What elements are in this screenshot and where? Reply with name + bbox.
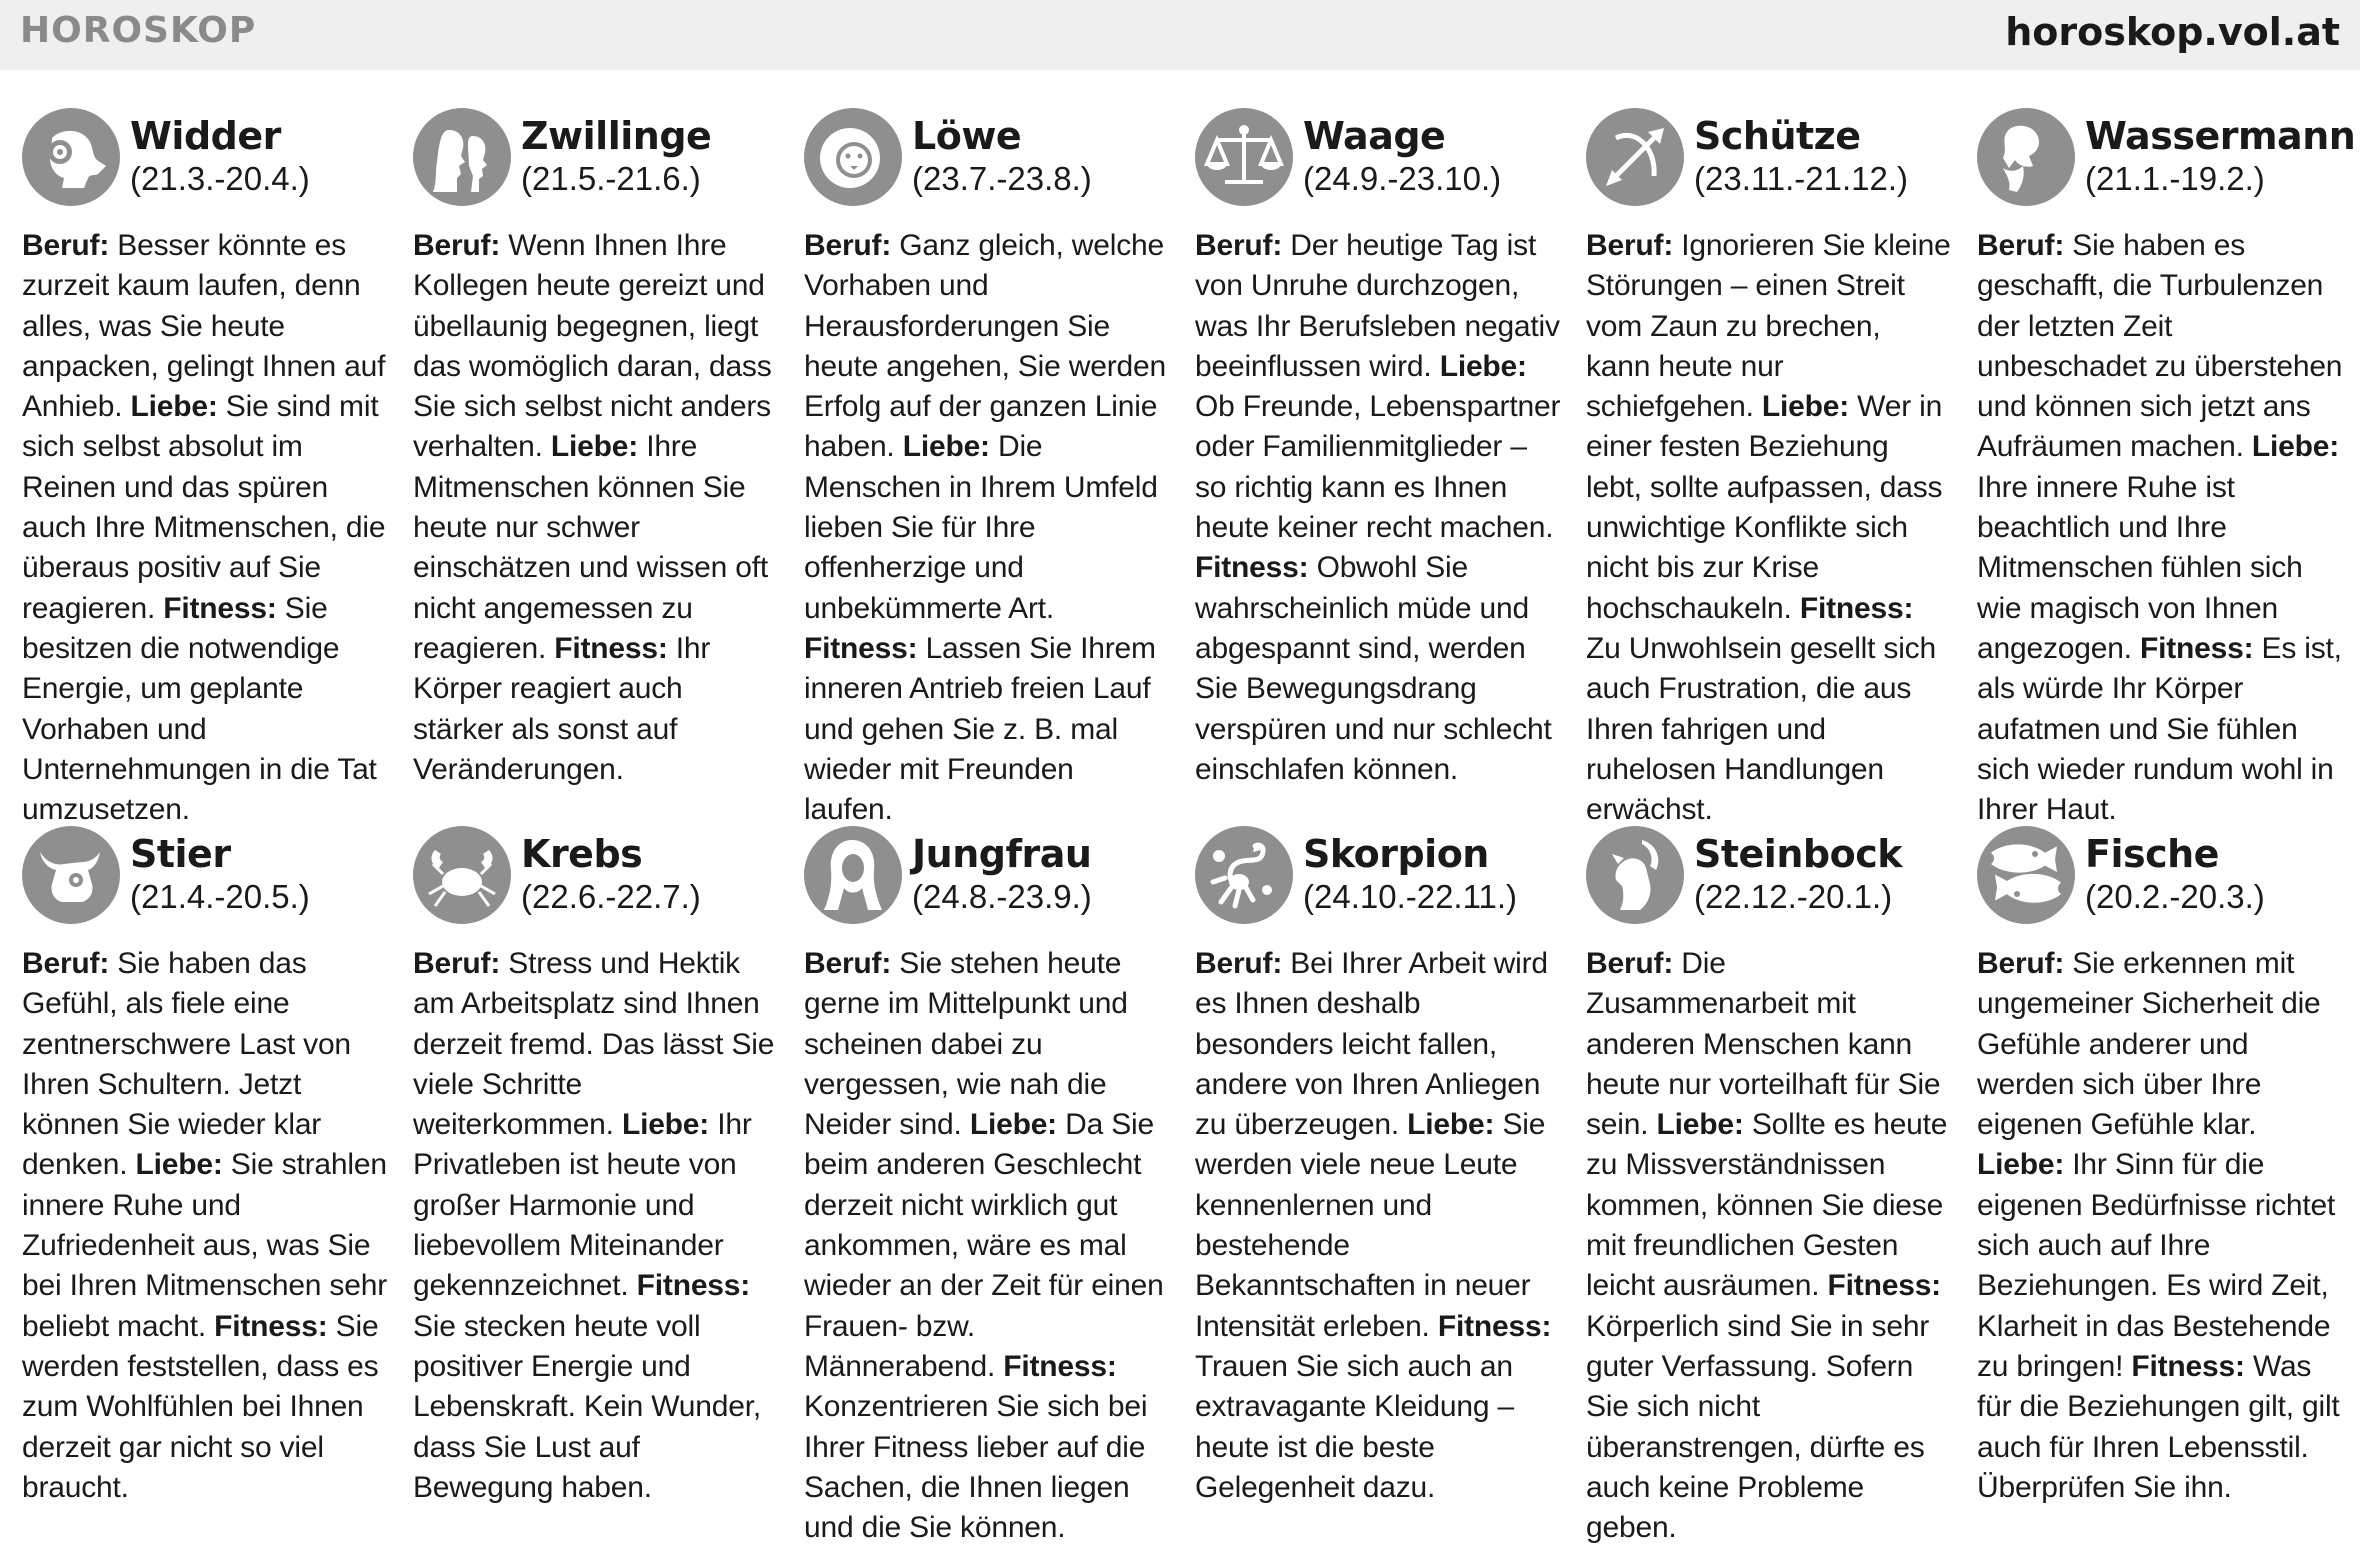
liebe-text: Sie werden viele neue Leute kennenlernen und bestehende Bekanntschaften in neuer Intensität erleben. [1195, 1108, 1546, 1343]
sign-dates: (24.9.-23.10.) [1303, 160, 1502, 197]
liebe-label: Liebe: [2251, 430, 2340, 464]
sign-dates: (21.1.-19.2.) [2085, 160, 2265, 197]
sign-dates: (21.5.-21.6.) [521, 160, 701, 197]
fitness-label: Fitness: [636, 1269, 751, 1303]
liebe-label: Liebe: [550, 430, 639, 464]
liebe-label: Liebe: [135, 1148, 223, 1182]
beruf-text: Sie erkennen mit ungemeiner Sicherheit die Gefühle anderer und werden sich über Ihre eigenen Gefühle klar. [1977, 947, 2321, 1142]
liebe-label: Liebe: [1407, 1108, 1495, 1142]
sign-name: Fische [2085, 832, 2219, 876]
liebe-text: Da Sie beim anderen Geschlecht derzeit nicht wirklich gut ankommen, wäre es mal wieder an der Zeit für einen Frauen- bzw. Männerabend. [804, 1108, 1164, 1383]
fitness-text: Lassen Sie Ihrem inneren Antrieb freien Lauf und gehen Sie z. B. mal wieder mit Freunden laufen. [804, 631, 1156, 827]
fitness-label: Fitness: [554, 631, 668, 665]
fitness-text: Ihr Körper reagiert auch stärker als sonst auf Veränderungen. [413, 631, 711, 786]
sign-stier [22, 826, 388, 1518]
fitness-text: Was für die Beziehungen gilt, gilt auch für Ihren Lebensstil. Überprüfen Sie ihn. [1977, 1349, 2340, 1504]
beruf-label: Beruf: [1586, 229, 1674, 262]
beruf-label: Beruf: [1195, 229, 1283, 262]
beruf-label: Beruf: [804, 229, 892, 262]
aries-ram-icon [22, 108, 120, 206]
sign-text [413, 226, 779, 790]
sign-text [804, 226, 1170, 830]
sign-dates: (22.6.-22.7.) [521, 878, 701, 915]
liebe-text: Sollte es heute zu Missverständnissen kommen, können Sie diese mit freundlichen Gesten leicht ausräumen. [1586, 1108, 1948, 1303]
beruf-label: Beruf: [1195, 947, 1283, 980]
sign-dates: (24.8.-23.9.) [912, 878, 1092, 915]
beruf-label: Beruf: [804, 947, 892, 980]
beruf-text: Sie stehen heute gerne im Mittelpunkt und scheinen dabei zu vergessen, wie nah die Neider sind. [804, 947, 1128, 1142]
sign-name: Krebs [521, 832, 643, 876]
liebe-text: Wer in einer festen Beziehung lebt, sollte aufpassen, dass unwichtige Konflikte sich nicht bis zur Krise hochschaukeln. [1586, 390, 1943, 625]
sign-zwillinge [413, 108, 779, 826]
sign-name: Steinbock [1694, 832, 1902, 876]
liebe-text: Ihre Mitmenschen können Sie heute nur schwer einschätzen und wissen oft nicht angemessen zu reagieren. [413, 430, 769, 665]
sign-name: Skorpion [1303, 832, 1489, 876]
beruf-text: Die Zusammenarbeit mit anderen Menschen kann heute nur vorteilhaft für Sie sein. [1586, 947, 1941, 1142]
fitness-label: Fitness: [804, 631, 918, 665]
beruf-label: Beruf: [413, 229, 501, 262]
liebe-label: Liebe: [1439, 349, 1527, 383]
sign-header [1586, 108, 1952, 226]
fitness-label: Fitness: [1437, 1309, 1552, 1343]
sign-dates: (20.2.-20.3.) [2085, 878, 2265, 915]
liebe-label: Liebe: [621, 1108, 710, 1142]
sign-text [22, 944, 388, 1508]
fitness-text: Konzentrieren Sie sich bei Ihrer Fitness lieber auf die Sachen, die Ihnen liegen und die Sie können. [804, 1390, 1148, 1545]
beruf-text: Ignorieren Sie kleine Störungen – einen Streit vom Zaun zu brechen, kann heute nur schiefgehen. [1586, 229, 1951, 424]
fitness-label: Fitness: [163, 591, 277, 625]
sign-dates: (21.3.-20.4.) [130, 160, 310, 197]
sign-dates: (24.10.-22.11.) [1303, 878, 1518, 915]
virgo-maiden-icon [804, 826, 902, 924]
gemini-twins-icon [413, 108, 511, 206]
beruf-text: Sie haben das Gefühl, als fiele eine zentnerschwere Last von Ihren Schultern. Jetzt können Sie wieder klar denken. [22, 947, 351, 1182]
beruf-text: Wenn Ihnen Ihre Kollegen heute gereizt und übellaunig begegnen, liegt das womöglich daran, dass Sie sich selbst nicht anders verhalten. [413, 229, 772, 464]
fitness-text: Sie besitzen die notwendige Energie, um geplante Vorhaben und Unternehmungen in die Tat umzusetzen. [22, 591, 377, 827]
sign-dates: (22.12.-20.1.) [1694, 878, 1893, 915]
fitness-text: Obwohl Sie wahrscheinlich müde und abgespannt sind, werden Sie Bewegungsdrang verspüren und nur schlecht einschlafen können. [1195, 551, 1552, 786]
fitness-label: Fitness: [1827, 1269, 1941, 1303]
sign-name: Waage [1303, 114, 1446, 158]
beruf-text: Ganz gleich, welche Vorhaben und Herausforderungen Sie heute angehen, Sie werden Erfolg auf der ganzen Linie haben. [804, 229, 1166, 464]
sign-text [1977, 226, 2343, 830]
sign-waage [1195, 108, 1561, 826]
sign-name: Jungfrau [912, 832, 1092, 876]
fitness-label: Fitness: [2131, 1349, 2245, 1383]
sign-text [1586, 226, 1952, 830]
beruf-label: Beruf: [1977, 229, 2065, 262]
fitness-text: Zu Unwohlsein gesellt sich auch Frustration, die aus Ihren fahrigen und ruhelosen Handlungen erwächst. [1586, 631, 1936, 827]
liebe-text: Ihr Privatleben ist heute von großer Harmonie und liebevollem Miteinander gekennzeichnet. [413, 1108, 752, 1303]
header-bar [0, 0, 2360, 70]
fitness-label: Fitness: [2139, 631, 2254, 665]
sign-text [1586, 944, 1952, 1548]
beruf-label: Beruf: [1977, 947, 2065, 980]
sign-wassermann [1977, 108, 2356, 827]
liebe-text: Ob Freunde, Lebenspartner oder Familienmitglieder – so richtig kann es Ihnen heute keiner recht machen. [1195, 390, 1561, 545]
page-title: HOROSKOP [20, 10, 257, 51]
sign-text [1195, 226, 1561, 790]
sign-loewe [804, 108, 1170, 826]
cancer-crab-icon [413, 826, 511, 924]
sign-text [1977, 944, 2343, 1508]
fitness-text: Trauen Sie sich auch an extravagante Kleidung – heute ist die beste Gelegenheit dazu. [1195, 1349, 1514, 1504]
beruf-text: Besser könnte es zurzeit kaum laufen, denn alles, was Sie heute anpacken, gelingt Ihnen auf Anhieb. [22, 229, 386, 424]
beruf-label: Beruf: [22, 947, 110, 980]
sign-dates: (23.11.-21.12.) [1694, 160, 1909, 197]
liebe-label: Liebe: [1656, 1108, 1744, 1142]
capricorn-goat-icon [1586, 826, 1684, 924]
sign-header [1977, 108, 2356, 226]
sign-name: Löwe [912, 114, 1022, 158]
sign-text [413, 944, 779, 1508]
fitness-text: Sie stecken heute voll positiver Energie und Lebenskraft. Kein Wunder, dass Sie Lust auf Bewegung haben. [413, 1309, 761, 1504]
fitness-text: Sie werden feststellen, dass es zum Wohlfühlen bei Ihnen derzeit gar nicht so viel braucht. [22, 1309, 379, 1504]
sign-header [1586, 826, 1952, 944]
fitness-text: Es ist, als würde Ihr Körper aufatmen und Sie fühlen sich wieder rundum wohl in Ihrer Haut. [1977, 631, 2342, 827]
liebe-text: Sie sind mit sich selbst absolut im Reinen und das spüren auch Ihre Mitmenschen, die überaus positiv auf Sie reagieren. [22, 390, 386, 625]
site-url: horoskop.vol.at [2005, 10, 2340, 54]
fitness-label: Fitness: [1195, 551, 1309, 585]
sign-skorpion [1195, 826, 1561, 1518]
sign-text [804, 944, 1170, 1548]
sign-text [1195, 944, 1561, 1508]
sign-dates: (21.4.-20.5.) [130, 878, 310, 915]
sign-steinbock [1586, 826, 1952, 1545]
sign-schuetze [1586, 108, 1952, 826]
liebe-label: Liebe: [969, 1108, 1057, 1142]
sign-widder [22, 108, 388, 826]
sagittarius-bow-icon [1586, 108, 1684, 206]
sign-header [804, 826, 1170, 944]
beruf-label: Beruf: [22, 229, 110, 262]
liebe-text: Die Menschen in Ihrem Umfeld lieben Sie für Ihre offenherzige und unbekümmerte Art. [804, 430, 1158, 625]
libra-scales-icon [1195, 108, 1293, 206]
fitness-text: Körperlich sind Sie in sehr guter Verfassung. Sofern Sie sich nicht überanstrengen, dürfte es auch keine Probleme geben. [1586, 1309, 1930, 1545]
beruf-text: Stress und Hektik am Arbeitsplatz sind Ihnen derzeit fremd. Das lässt Sie viele Schritte weiterkommen. [413, 947, 775, 1142]
liebe-text: Ihr Sinn für die eigenen Bedürfnisse richtet sich auch auf Ihre Beziehungen. Es wird Zeit, Klarheit in das Bestehende zu bringen! [1977, 1148, 2336, 1383]
sign-header [413, 826, 779, 944]
beruf-text: Sie haben es geschafft, die Turbulenzen der letzten Zeit unbeschadet zu überstehen und können sich jetzt ans Aufräumen machen. [1977, 229, 2343, 464]
beruf-label: Beruf: [1586, 947, 1674, 980]
sign-header [1977, 826, 2343, 944]
liebe-label: Liebe: [1977, 1148, 2065, 1182]
beruf-text: Der heutige Tag ist von Unruhe durchzogen, was Ihr Berufsleben negativ beeinflussen wird. [1195, 229, 1560, 383]
aquarius-water-bearer-icon [1977, 108, 2075, 206]
fitness-label: Fitness: [1799, 591, 1914, 625]
horoscope-grid [22, 108, 2356, 1545]
leo-lion-icon [804, 108, 902, 206]
liebe-label: Liebe: [1761, 390, 1850, 424]
sign-header [413, 108, 779, 226]
sign-header [1195, 108, 1561, 226]
liebe-label: Liebe: [130, 390, 218, 424]
beruf-text: Bei Ihrer Arbeit wird es Ihnen deshalb besonders leicht fallen, andere von Ihren Anliegen zu überzeugen. [1195, 947, 1548, 1142]
sign-krebs [413, 826, 779, 1518]
liebe-text: Ihre innere Ruhe ist beachtlich und Ihre Mitmenschen fühlen sich wie magisch von Ihnen angezogen. [1977, 470, 2303, 665]
sign-name: Schütze [1694, 114, 1861, 158]
sign-dates: (23.7.-23.8.) [912, 160, 1092, 197]
fitness-label: Fitness: [1003, 1349, 1117, 1383]
liebe-label: Liebe: [902, 430, 990, 464]
sign-header [22, 108, 388, 226]
sign-fische [1977, 826, 2343, 1518]
sign-name: Widder [130, 114, 281, 158]
sign-jungfrau [804, 826, 1170, 1545]
fitness-label: Fitness: [214, 1309, 328, 1343]
beruf-label: Beruf: [413, 947, 501, 980]
sign-name: Wassermann [2085, 114, 2356, 158]
sign-header [22, 826, 388, 944]
pisces-fish-icon [1977, 826, 2075, 924]
sign-text [22, 226, 388, 830]
scorpio-scorpion-icon [1195, 826, 1293, 924]
sign-name: Stier [130, 832, 231, 876]
sign-header [804, 108, 1170, 226]
sign-header [1195, 826, 1561, 944]
liebe-text: Sie strahlen innere Ruhe und Zufriedenheit aus, was Sie bei Ihren Mitmenschen sehr beliebt macht. [22, 1148, 387, 1343]
taurus-bull-icon [22, 826, 120, 924]
sign-name: Zwillinge [521, 114, 712, 158]
